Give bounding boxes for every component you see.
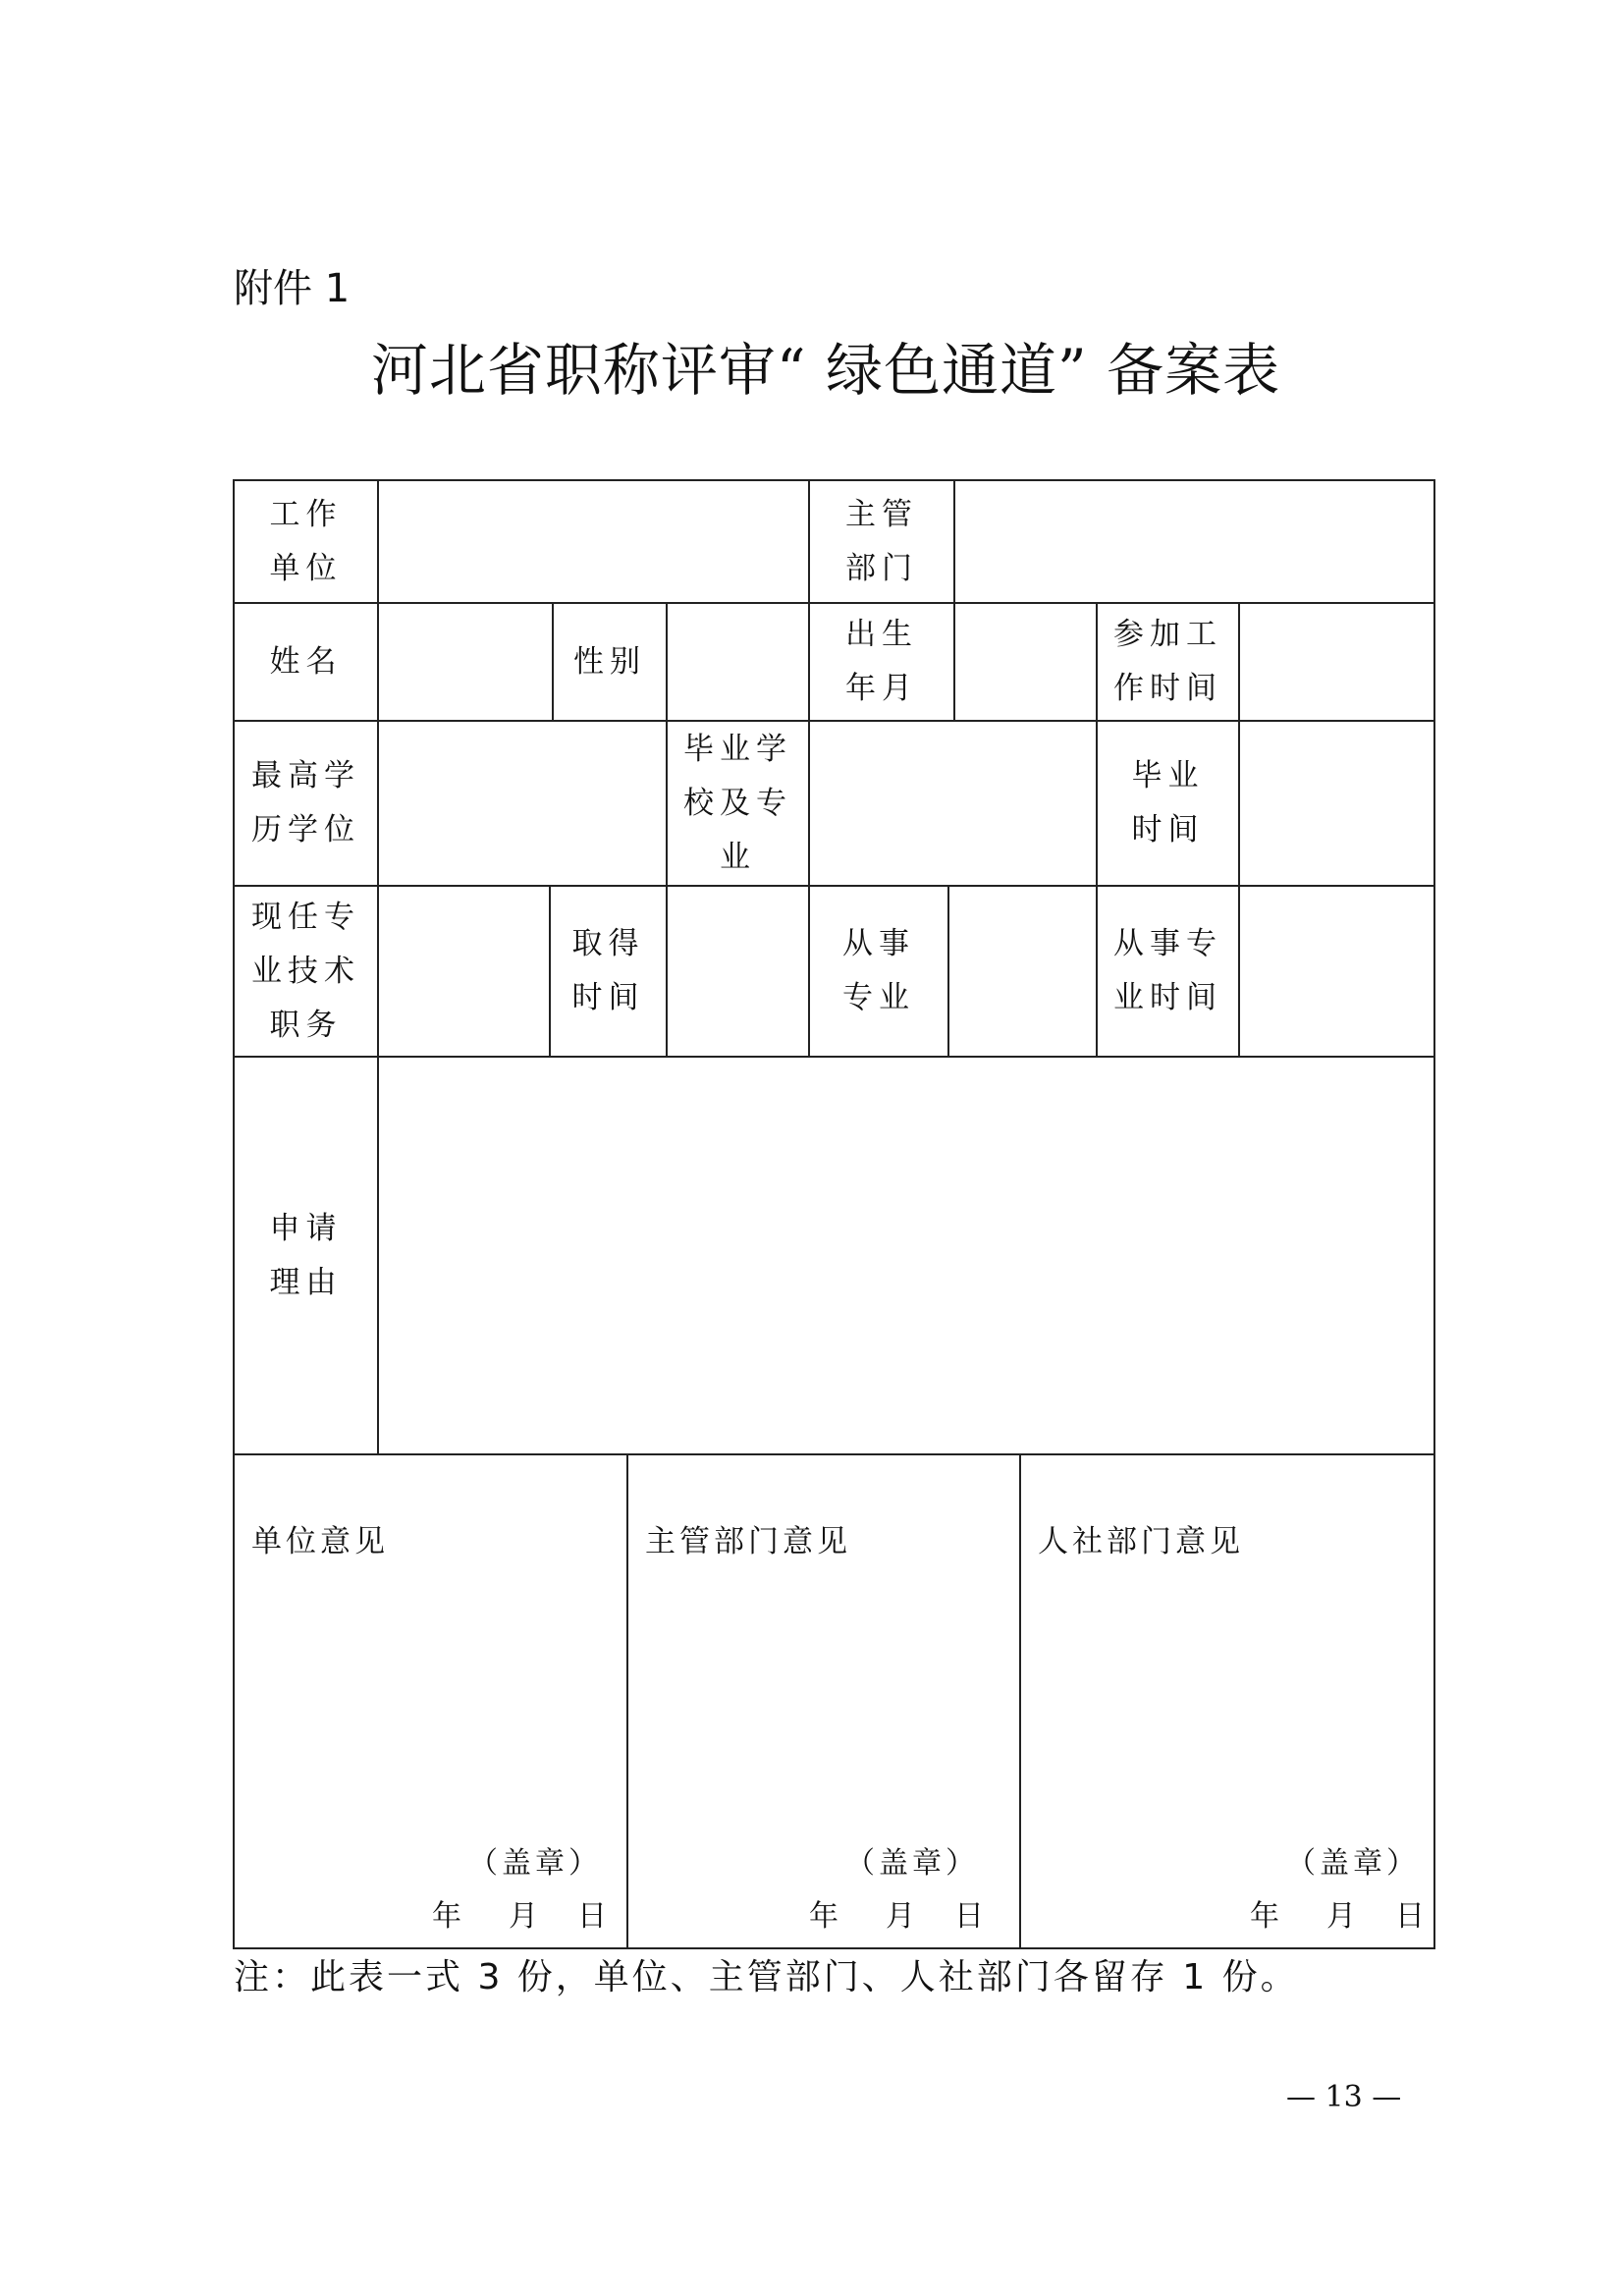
page-number: — 13 —: [1286, 2080, 1402, 2114]
authority-date: [809, 1891, 984, 1935]
date-day: 日: [954, 1899, 984, 1934]
specialty-label: 从事 专业: [842, 926, 915, 1015]
employer-label: 工作 单位: [269, 496, 343, 586]
unit-opinion-label: 单位意见: [251, 1524, 389, 1559]
reason-label: 申请 理由: [269, 1210, 343, 1300]
footnote: 注：此表一式 3 份，单位、主管部门、人社部门各留存 1 份。: [234, 1957, 1299, 1997]
authority-opinion-box[interactable]: [628, 1455, 1019, 1947]
title-label: 现任专 业技术 职务: [251, 899, 360, 1043]
gender-field[interactable]: [668, 604, 808, 720]
school-field[interactable]: [810, 722, 1096, 885]
grad-time-field[interactable]: [1240, 722, 1433, 885]
unit-seal-label: （盖章）: [468, 1846, 602, 1881]
hr-opinion-label: 人社部门意见: [1038, 1524, 1244, 1559]
work-start-label: 参加工 作时间: [1113, 617, 1222, 706]
specialty-field[interactable]: [949, 887, 1096, 1056]
work-start-field[interactable]: [1240, 604, 1433, 720]
obtained-label: 取得 时间: [571, 926, 645, 1015]
name-field[interactable]: [379, 604, 552, 720]
specialty-time-label: 从事专 业时间: [1113, 926, 1222, 1015]
date-day: 日: [577, 1899, 607, 1934]
title-field[interactable]: [379, 887, 549, 1056]
employer-field[interactable]: [379, 481, 808, 602]
authority-label: 主管 部门: [845, 496, 918, 586]
form-title: 河北省职称评审“ 绿色通道” 备案表: [370, 337, 1281, 404]
date-year: 年: [432, 1899, 461, 1934]
date-year: 年: [1250, 1899, 1279, 1934]
date-month: 月: [886, 1899, 915, 1934]
birth-label: 出生 年月: [845, 617, 918, 706]
attachment-label: 附件 1: [234, 266, 351, 311]
registration-form-table: [233, 479, 1435, 1949]
unit-date: [432, 1891, 607, 1935]
date-month: 月: [509, 1899, 538, 1934]
reason-field[interactable]: [379, 1058, 1433, 1453]
unit-opinion-box[interactable]: [235, 1455, 626, 1947]
birth-field[interactable]: [955, 604, 1096, 720]
specialty-time-field[interactable]: [1240, 887, 1433, 1056]
school-label: 毕业学 校及专 业: [683, 731, 792, 875]
grad-time-label: 毕业 时间: [1131, 758, 1205, 847]
obtained-field[interactable]: [668, 887, 808, 1056]
hr-opinion-box[interactable]: [1021, 1455, 1433, 1947]
authority-seal-label: （盖章）: [845, 1846, 979, 1881]
hr-seal-label: （盖章）: [1286, 1846, 1420, 1881]
education-field[interactable]: [379, 722, 666, 885]
authority-field[interactable]: [955, 481, 1433, 602]
date-year: 年: [809, 1899, 838, 1934]
name-label: 姓名: [269, 643, 343, 680]
date-day: 日: [1395, 1899, 1425, 1934]
authority-opinion-label: 主管部门意见: [645, 1524, 851, 1559]
date-month: 月: [1326, 1899, 1356, 1934]
hr-date: [1250, 1891, 1425, 1935]
gender-label: 性别: [573, 643, 646, 680]
education-label: 最高学 历学位: [251, 758, 360, 847]
